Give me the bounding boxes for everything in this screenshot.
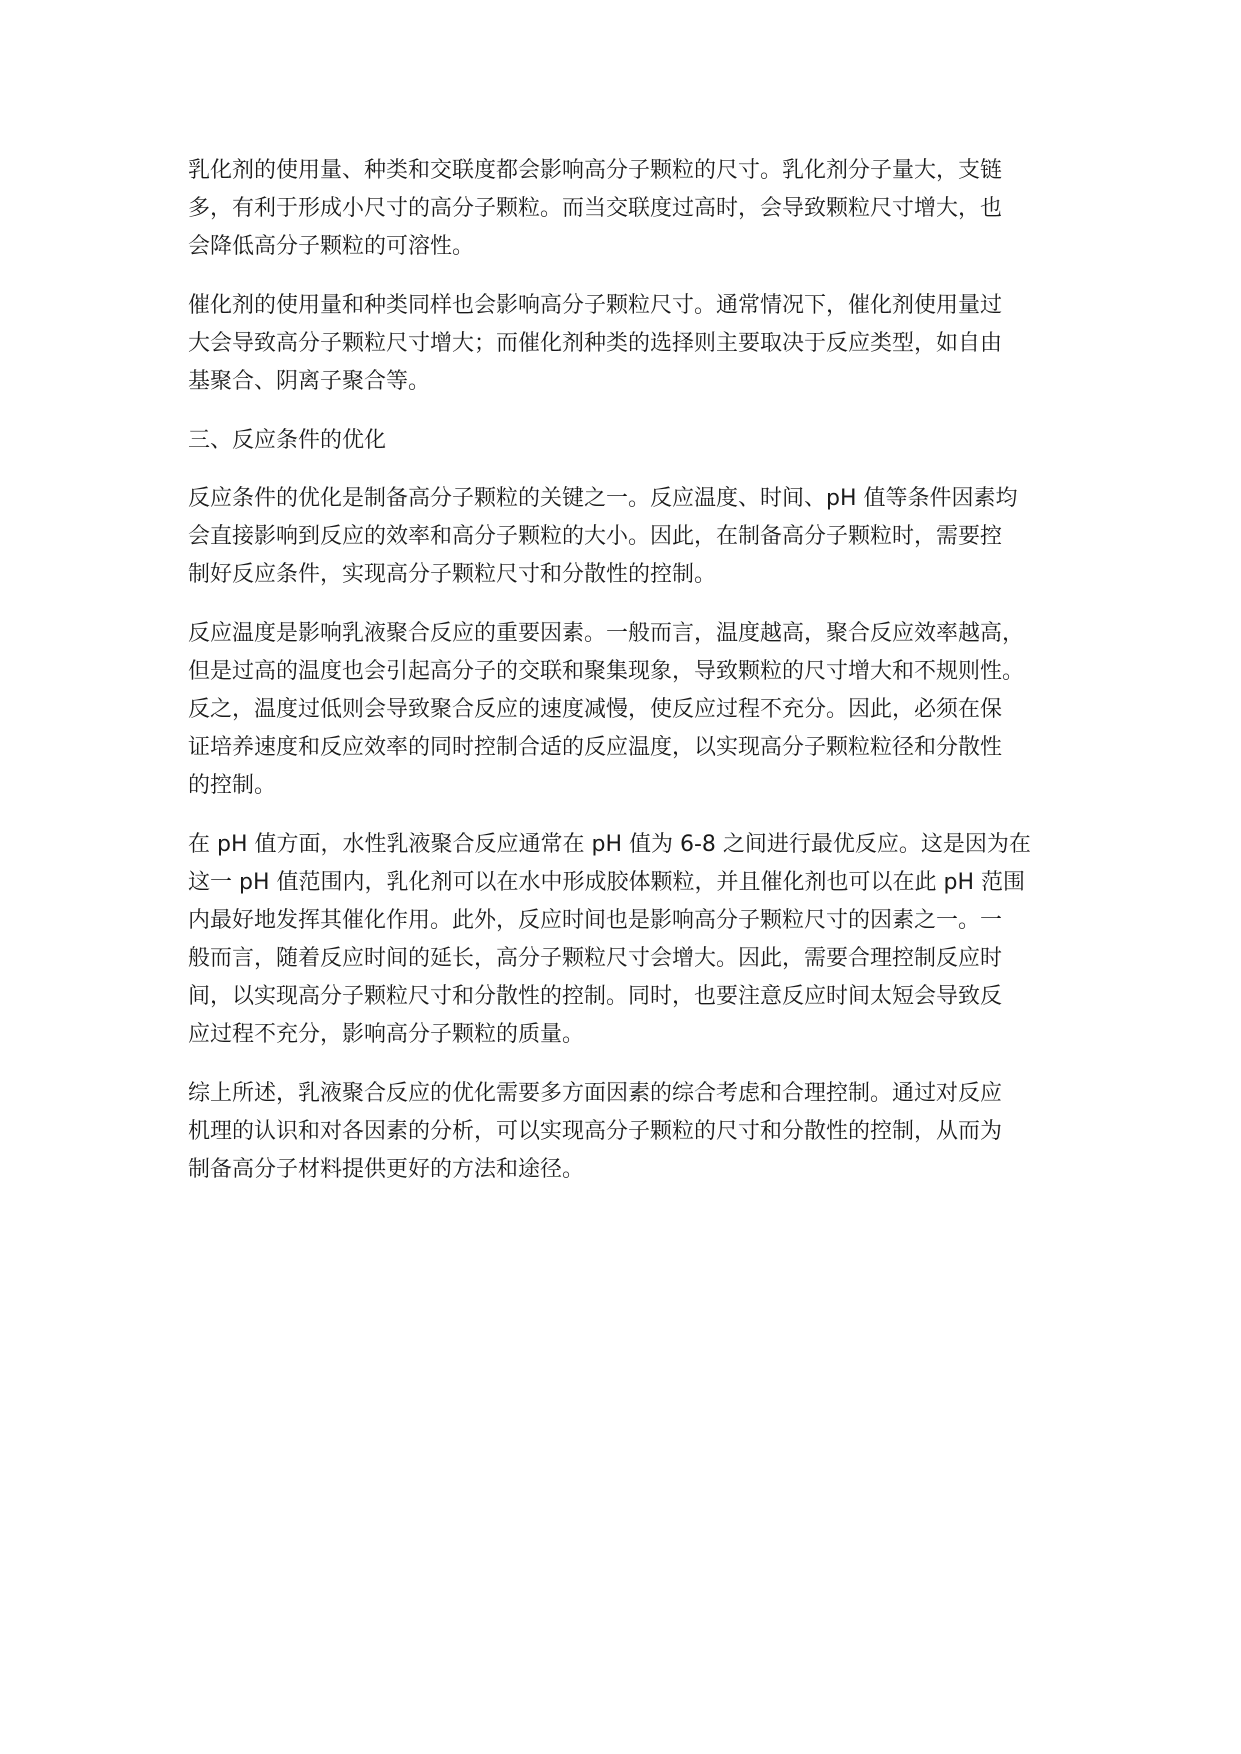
text-line: 反应条件的优化是制备高分子颗粒的关键之一。反应温度、时间、pH 值等条件因素均	[188, 486, 1018, 511]
section-heading	[188, 422, 1078, 460]
paragraph-catalyst	[188, 287, 1078, 401]
text-line: 会直接影响到反应的效率和高分子颗粒的大小。因此，在制备高分子颗粒时，需要控	[188, 524, 1003, 549]
paragraph-emulsifier	[188, 152, 1078, 266]
paragraph-temperature	[188, 615, 1078, 805]
text-line: 会降低高分子颗粒的可溶性。	[188, 234, 475, 259]
text-line: 乳化剂的使用量、种类和交联度都会影响高分子颗粒的尺寸。乳化剂分子量大，支链	[188, 158, 1003, 183]
paragraph-summary	[188, 1075, 1078, 1189]
text-line: 证培养速度和反应效率的同时控制合适的反应温度，以实现高分子颗粒粒径和分散性	[188, 735, 1003, 760]
text-line: 制好反应条件，实现高分子颗粒尺寸和分散性的控制。	[188, 562, 717, 587]
text-line: 应过程不充分，影响高分子颗粒的质量。	[188, 1022, 585, 1047]
text-line: 内最好地发挥其催化作用。此外，反应时间也是影响高分子颗粒尺寸的因素之一。一	[188, 908, 1003, 933]
text-line: 间，以实现高分子颗粒尺寸和分散性的控制。同时，也要注意反应时间太短会导致反	[188, 984, 1003, 1009]
text-line: 机理的认识和对各因素的分析，可以实现高分子颗粒的尺寸和分散性的控制，从而为	[188, 1119, 1003, 1144]
text-line: 催化剂的使用量和种类同样也会影响高分子颗粒尺寸。通常情况下，催化剂使用量过	[188, 293, 1003, 318]
section-heading-text: 三、反应条件的优化	[188, 428, 387, 453]
text-line: 反应温度是影响乳液聚合反应的重要因素。一般而言，温度越高，聚合反应效率越高，	[188, 621, 1025, 646]
text-line: 基聚合、阴离子聚合等。	[188, 369, 431, 394]
text-line: 大会导致高分子颗粒尺寸增大；而催化剂种类的选择则主要取决于反应类型，如自由	[188, 331, 1003, 356]
text-line: 综上所述，乳液聚合反应的优化需要多方面因素的综合考虑和合理控制。通过对反应	[188, 1081, 1003, 1106]
paragraph-ph-and-time	[188, 826, 1078, 1054]
text-line: 反之，温度过低则会导致聚合反应的速度减慢，使反应过程不充分。因此，必须在保	[188, 697, 1003, 722]
text-line: 多，有利于形成小尺寸的高分子颗粒。而当交联度过高时，会导致颗粒尺寸增大，也	[188, 196, 1003, 221]
text-line: 但是过高的温度也会引起高分子的交联和聚集现象，导致颗粒的尺寸增大和不规则性。	[188, 659, 1025, 684]
text-line: 般而言，随着反应时间的延长，高分子颗粒尺寸会增大。因此，需要合理控制反应时	[188, 946, 1003, 971]
text-line: 制备高分子材料提供更好的方法和途径。	[188, 1157, 585, 1182]
text-line: 的控制。	[188, 773, 277, 798]
paragraph-reaction-conditions	[188, 480, 1078, 594]
document-body	[188, 152, 1078, 1210]
text-line: 这一 pH 值范围内，乳化剂可以在水中形成胶体颗粒，并且催化剂也可以在此 pH 范围	[188, 870, 1025, 895]
text-line: 在 pH 值方面，水性乳液聚合反应通常在 pH 值为 6-8 之间进行最优反应。这是因为在	[188, 832, 1031, 857]
